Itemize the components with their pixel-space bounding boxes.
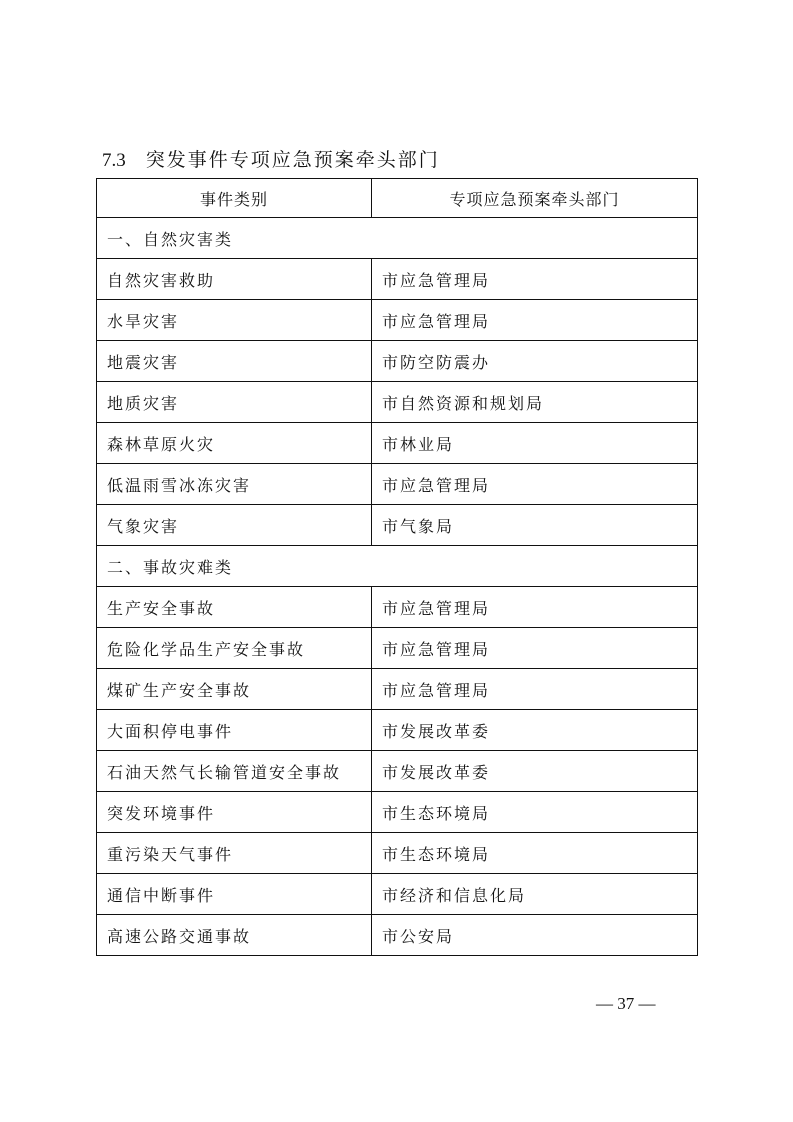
group-label: 一、自然灾害类: [97, 218, 698, 259]
lead-department-cell: 市林业局: [372, 423, 698, 464]
lead-department-cell: 市公安局: [372, 915, 698, 956]
event-category-cell: 突发环境事件: [97, 792, 372, 833]
emergency-plan-table: [96, 178, 698, 956]
lead-department-cell: 市应急管理局: [372, 300, 698, 341]
table-row: [97, 423, 698, 464]
lead-department-cell: 市经济和信息化局: [372, 874, 698, 915]
event-category-cell: 石油天然气长输管道安全事故: [97, 751, 372, 792]
event-category-cell: 气象灾害: [97, 505, 372, 546]
table-row: [97, 259, 698, 300]
lead-department-cell: 市气象局: [372, 505, 698, 546]
lead-department-cell: 市应急管理局: [372, 669, 698, 710]
lead-department-cell: 市自然资源和规划局: [372, 382, 698, 423]
group-row-natural-disasters: [97, 218, 698, 259]
event-category-cell: 低温雨雪冰冻灾害: [97, 464, 372, 505]
table-row: [97, 628, 698, 669]
table-row: [97, 751, 698, 792]
event-category-cell: 大面积停电事件: [97, 710, 372, 751]
event-category-cell: 自然灾害救助: [97, 259, 372, 300]
page-number: — 37 —: [596, 994, 656, 1013]
table-row: [97, 341, 698, 382]
event-category-cell: 水旱灾害: [97, 300, 372, 341]
lead-department-cell: 市防空防震办: [372, 341, 698, 382]
table-row: [97, 300, 698, 341]
event-category-cell: 重污染天气事件: [97, 833, 372, 874]
lead-department-cell: 市生态环境局: [372, 792, 698, 833]
lead-department-cell: 市应急管理局: [372, 628, 698, 669]
section-heading: [102, 148, 440, 173]
event-category-cell: 煤矿生产安全事故: [97, 669, 372, 710]
table-header-row: [97, 179, 698, 218]
table-row: [97, 792, 698, 833]
lead-department-cell: 市发展改革委: [372, 751, 698, 792]
section-number: 7.3: [102, 150, 126, 171]
table-row: [97, 669, 698, 710]
table-row: [97, 505, 698, 546]
event-category-cell: 森林草原火灾: [97, 423, 372, 464]
event-category-cell: 地质灾害: [97, 382, 372, 423]
event-category-cell: 通信中断事件: [97, 874, 372, 915]
table-row: [97, 710, 698, 751]
table-row: [97, 833, 698, 874]
lead-department-cell: 市生态环境局: [372, 833, 698, 874]
table-row: [97, 587, 698, 628]
header-event-category: 事件类别: [97, 179, 372, 218]
lead-department-cell: 市应急管理局: [372, 587, 698, 628]
event-category-cell: 地震灾害: [97, 341, 372, 382]
event-category-cell: 危险化学品生产安全事故: [97, 628, 372, 669]
table-row: [97, 464, 698, 505]
section-title: 突发事件专项应急预案牵头部门: [145, 149, 440, 171]
event-category-cell: 高速公路交通事故: [97, 915, 372, 956]
lead-department-cell: 市发展改革委: [372, 710, 698, 751]
table-row: [97, 915, 698, 956]
event-category-cell: 生产安全事故: [97, 587, 372, 628]
table-row: [97, 874, 698, 915]
group-label: 二、事故灾难类: [97, 546, 698, 587]
lead-department-cell: 市应急管理局: [372, 259, 698, 300]
group-row-accident-disasters: [97, 546, 698, 587]
lead-department-cell: 市应急管理局: [372, 464, 698, 505]
header-lead-department: 专项应急预案牵头部门: [372, 179, 698, 218]
table-row: [97, 382, 698, 423]
